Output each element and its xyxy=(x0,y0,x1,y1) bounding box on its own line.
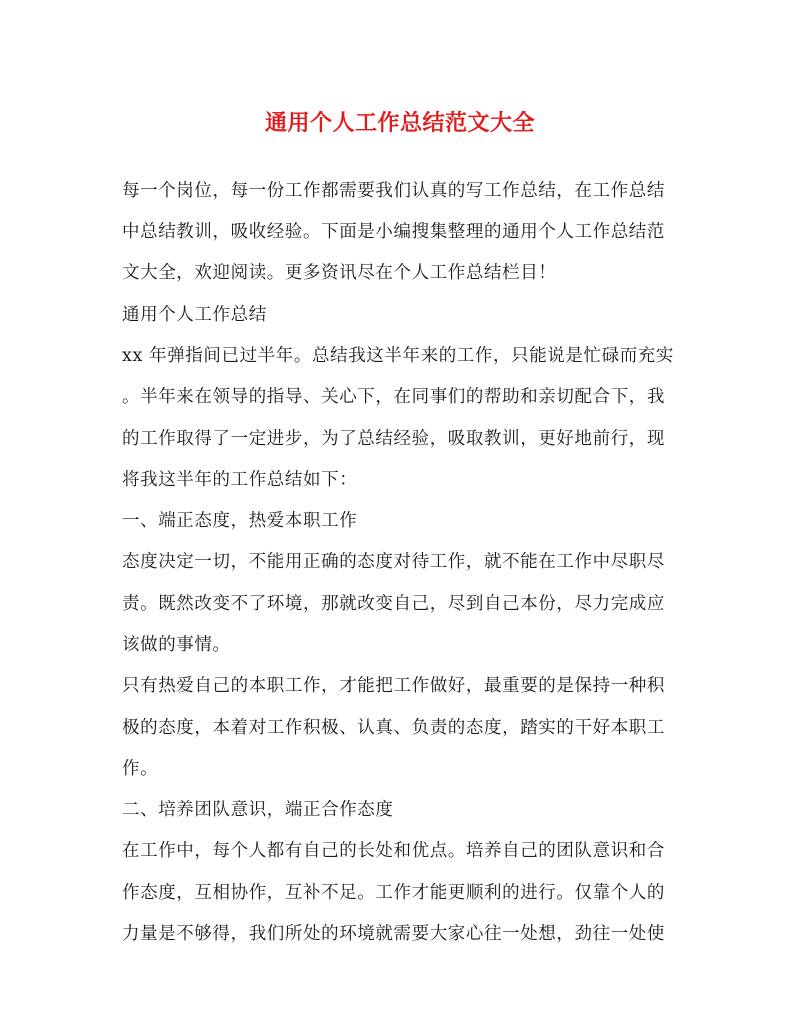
text-line: 极的态度，本着对工作积极、认真、负责的态度，踏实的干好本职工 xyxy=(122,718,665,738)
text-line: 在工作中，每个人都有自己的长处和优点。培养自己的团队意识和合 xyxy=(122,841,665,861)
text-line: 。半年来在领导的指导、关心下，在同事们的帮助和亲切配合下，我 xyxy=(122,387,665,407)
section-heading: 一、端正态度，热爱本职工作 xyxy=(122,511,358,531)
section-heading: 二、培养团队意识，端正合作态度 xyxy=(122,800,394,820)
text-line: 每一个岗位，每一份工作都需要我们认真的写工作总结，在工作总结 xyxy=(122,181,665,201)
text-line: 作态度，互相协作，互补不足。工作才能更顺利的进行。仅靠个人的 xyxy=(122,883,665,903)
text-line: 文大全，欢迎阅读。更多资讯尽在个人工作总结栏目！ xyxy=(122,263,557,283)
text-line: 力量是不够得，我们所处的环境就需要大家心往一处想，劲往一处使 xyxy=(122,924,665,944)
text-line: 只有热爱自己的本职工作，才能把工作做好，最重要的是保持一种积 xyxy=(122,676,665,696)
text-line: 责。既然改变不了环境，那就改变自己，尽到自己本份，尽力完成应 xyxy=(122,594,665,614)
text-line: 态度决定一切，不能用正确的态度对待工作，就不能在工作中尽职尽 xyxy=(122,552,665,572)
text-line: 该做的事情。 xyxy=(122,635,231,655)
text-line: xx 年弹指间已过半年。总结我这半年来的工作，只能说是忙碌而充实 xyxy=(122,346,674,366)
document-title: 通用个人工作总结范文大全 xyxy=(264,110,535,136)
text-line: 中总结教训，吸收经验。下面是小编搜集整理的通用个人工作总结范 xyxy=(122,222,665,242)
text-line: 将我这半年的工作总结如下： xyxy=(122,470,358,490)
text-line: 作。 xyxy=(122,759,159,779)
text-line: 的工作取得了一定进步，为了总结经验，吸取教训，更好地前行，现 xyxy=(122,429,665,449)
section-heading: 通用个人工作总结 xyxy=(122,305,267,325)
